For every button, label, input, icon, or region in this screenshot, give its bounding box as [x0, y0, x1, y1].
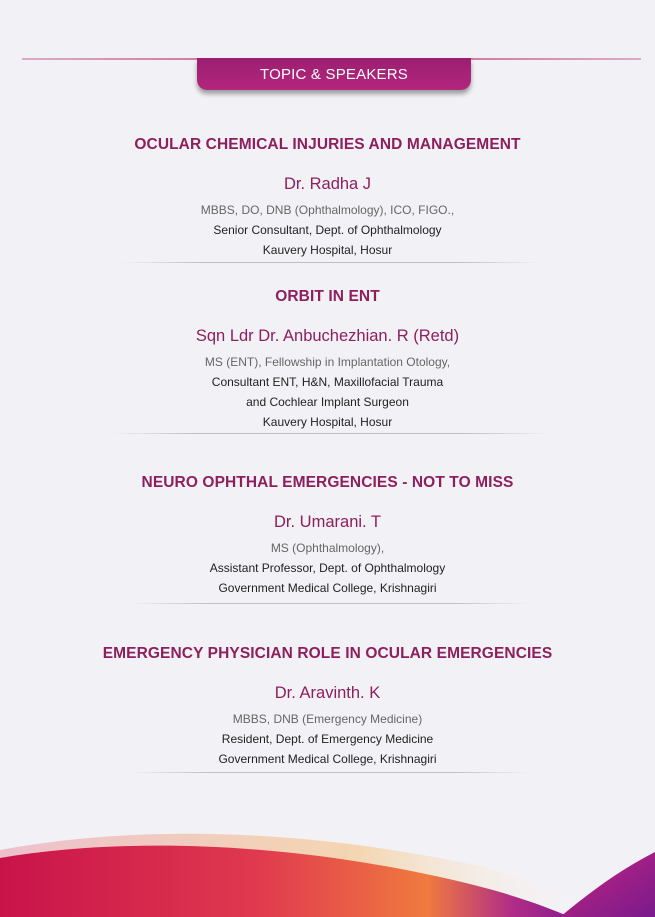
speaker-qualification: MBBS, DO, DNB (Ophthalmology), ICO, FIGO., [200, 203, 455, 217]
speaker-name: Dr. Aravinth. K [274, 684, 381, 702]
speaker-name: Dr. Radha J [283, 175, 372, 193]
session-topic: OCULAR CHEMICAL INJURIES AND MANAGEMENT [134, 136, 521, 153]
speaker-designation: Senior Consultant, Dept. of Ophthalmology [213, 223, 442, 237]
session-block [0, 288, 655, 432]
session-block [0, 645, 655, 769]
speaker-affiliation: Government Medical College, Krishnagiri [218, 581, 437, 595]
speaker-qualification: MS (Ophthalmology), [270, 541, 385, 555]
speaker-affiliation: Government Medical College, Krishnagiri [218, 752, 437, 766]
speaker-qualification: MS (ENT), Fellowship in Implantation Otology, [204, 355, 451, 369]
section-divider [130, 603, 530, 604]
speaker-name: Sqn Ldr Dr. Anbuchezhian. R (Retd) [195, 327, 460, 345]
section-divider [130, 772, 530, 773]
section-divider [120, 262, 540, 263]
session-topic: ORBIT IN ENT [275, 288, 380, 305]
section-divider [110, 433, 550, 434]
session-block [0, 136, 655, 260]
speaker-name: Dr. Umarani. T [274, 513, 381, 531]
speaker-affiliation: Kauvery Hospital, Hosur [262, 415, 393, 429]
decorative-footer-wave [0, 822, 655, 917]
topic-speakers-header: TOPIC & SPEAKERS [197, 58, 471, 90]
session-topic: EMERGENCY PHYSICIAN ROLE IN OCULAR EMERGENCIES [102, 645, 553, 662]
speaker-designation: Resident, Dept. of Emergency Medicine [221, 732, 434, 746]
speaker-affiliation: Kauvery Hospital, Hosur [262, 243, 393, 257]
session-block [0, 474, 655, 598]
speaker-designation: and Cochlear Implant Surgeon [246, 395, 409, 409]
speaker-designation: Assistant Professor, Dept. of Ophthalmology [209, 561, 446, 575]
speaker-designation: Consultant ENT, H&N, Maxillofacial Trauma [211, 375, 444, 389]
session-topic: NEURO OPHTHAL EMERGENCIES - NOT TO MISS [141, 474, 514, 491]
speaker-qualification: MBBS, DNB (Emergency Medicine) [232, 712, 423, 726]
